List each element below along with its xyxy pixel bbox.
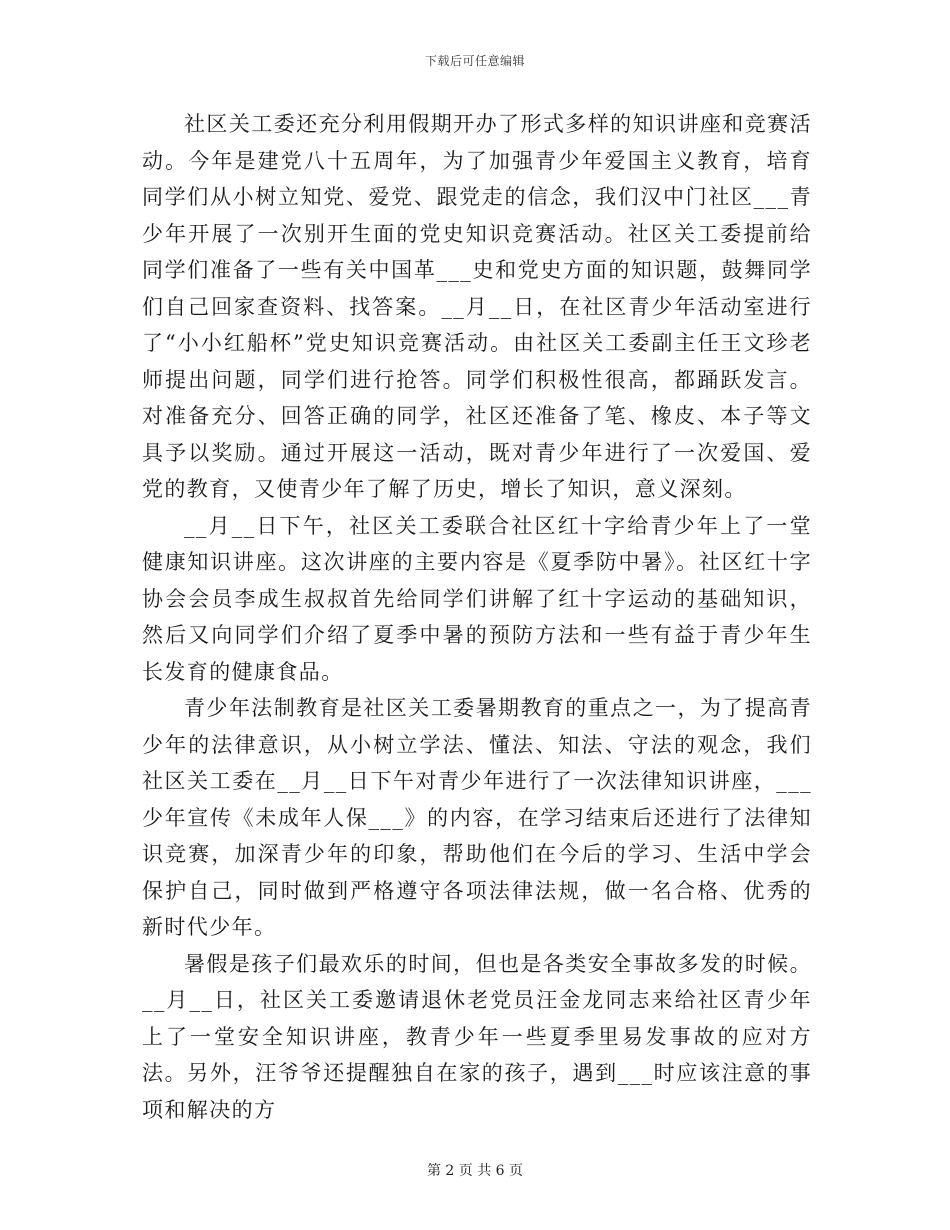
paragraph-knowledge-contest: 社区关工委还充分利用假期开办了形式多样的知识讲座和竞赛活动。今年是建党八十五周年，为了加强青少年爱国主义教育，培育同学们从小树立知党、爱党、跟党走的信念，我们汉中门社区___青少年开展了一次别开生面的党史知识竞赛活动。社区关工委提前给同学们准备了一些有关中国革___史和党史方面的知识题，鼓舞同学们自己回家查资料、找答案。__月__日，在社区青少年活动室进行了“小小红船杯”党史知识竞赛活动。由社区关工委副主任王文珍老师提出问题，同学们进行抢答。同学们积极性很高，都踊跃发言。对准备充分、回答正确的同学，社区还准备了笔、橡皮、本子等文具予以奖励。通过开展这一活动，既对青少年进行了一次爱国、爱党的教育，又使青少年了解了历史，增长了知识，意义深刻。 [142, 112, 812, 501]
paragraph-safety-lecture: 暑假是孩子们最欢乐的时间，但也是各类安全事故多发的时候。__月__日，社区关工委邀请退休老党员汪金龙同志来给社区青少年上了一堂安全知识讲座，教青少年一些夏季里易发事故的应对方法。另外，汪爷爷还提醒独自在家的孩子，遇到___时应该注意的事项和解决的方 [142, 951, 812, 1122]
page-header: 下载后可任意编辑 [424, 54, 525, 68]
page-number: 第 2 页 共 6 页 [426, 1163, 524, 1179]
paragraph-health-lecture: __月__日下午，社区关工委联合社区红十字给青少年上了一堂健康知识讲座。这次讲座的主要内容是《夏季防中暑》。社区红十字协会会员李成生叔叔首先给同学们讲解了红十字运动的基础知识，然后又向同学们介绍了夏季中暑的预防方法和一些有益于青少年生长发育的健康食品。 [142, 513, 812, 684]
paragraph-legal-education: 青少年法制教育是社区关工委暑期教育的重点之一，为了提高青少年的法律意识，从小树立学法、懂法、知法、守法的观念，我们社区关工委在__月__日下午对青少年进行了一次法律知识讲座，___少年宣传《未成年人保___》的内容，在学习结束后还进行了法律知识竞赛，加深青少年的印象，帮助他们在今后的学习、生活中学会保护自己，同时做到严格遵守各项法律法规，做一名合格、优秀的新时代少年。 [142, 696, 812, 939]
document-body [142, 106, 812, 1128]
